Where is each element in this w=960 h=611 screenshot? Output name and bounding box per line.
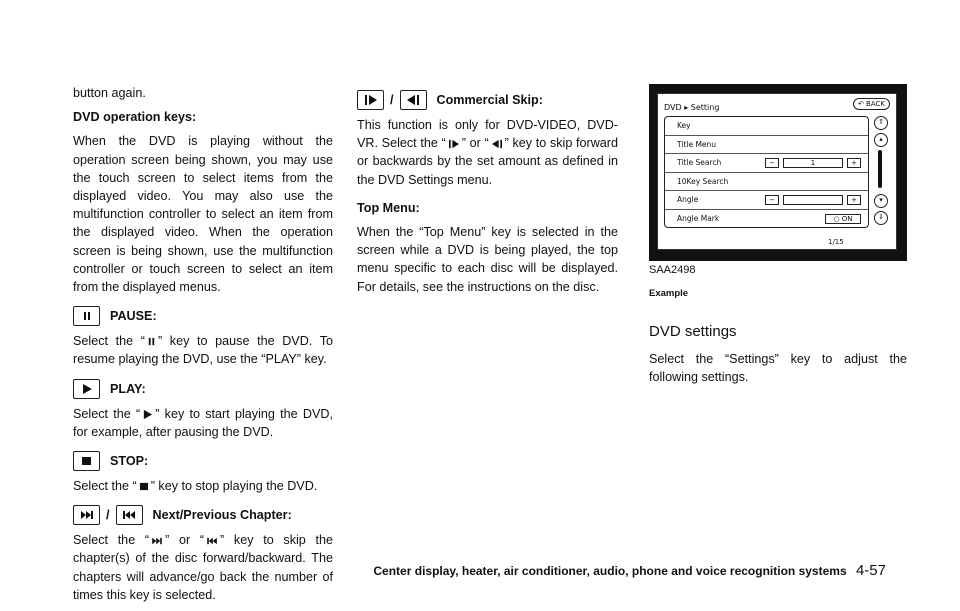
chapter-slash: /	[106, 508, 110, 523]
scrollbar[interactable]	[878, 150, 882, 188]
menu-row-title-search[interactable]	[665, 154, 868, 173]
skip-slash: /	[390, 92, 394, 107]
dvd-settings-text: Select the “Settings” key to adjust the following settings.	[649, 351, 907, 384]
play-title: PLAY:	[110, 381, 146, 396]
scroll-up-icon[interactable]: ▴	[874, 133, 888, 147]
plus-button[interactable]: +	[847, 158, 861, 168]
chapter-text-mid: ” or “	[165, 533, 205, 548]
chapter-text	[73, 531, 333, 604]
back-label: BACK	[866, 100, 885, 108]
skip-text-a: Select the “	[381, 136, 446, 151]
menu-row-key[interactable]	[665, 117, 868, 136]
stop-glyph-icon	[139, 482, 149, 491]
pause-text	[73, 332, 333, 368]
settings-menu	[664, 116, 869, 228]
next-chapter-glyph-icon	[151, 537, 163, 545]
dvd-settings-heading: DVD settings	[649, 323, 737, 341]
commercial-skip-title: Commercial Skip:	[436, 92, 543, 107]
angle-value	[783, 195, 843, 205]
next-chapter-key-icon	[73, 505, 100, 525]
skip-forward-glyph-icon	[448, 139, 460, 149]
menu-row-angle[interactable]	[665, 191, 868, 210]
pause-heading	[73, 306, 333, 326]
footer-section: Center display, heater, air conditioner, audio, phone and voice recognition systems	[373, 564, 847, 578]
play-heading	[73, 379, 333, 399]
settings-screen	[657, 93, 897, 250]
menu-row-10key-search[interactable]	[665, 173, 868, 192]
minus-button[interactable]: −	[765, 195, 779, 205]
top-menu-text: When the “Top Menu” key is selected in the screen while a DVD is being played, the top menu specific to each disc will be displayed. For details, see the instructions on the disc.	[357, 225, 618, 294]
scroll-top-icon[interactable]: ⇑	[874, 116, 888, 130]
commercial-skip-heading	[357, 90, 618, 110]
chapter-title: Next/Previous Chapter:	[152, 508, 292, 523]
pause-glyph-icon	[147, 337, 156, 346]
angle-mark-toggle[interactable]: ○ ON	[825, 214, 861, 224]
menu-label: Title Menu	[677, 139, 717, 149]
skip-back-key-icon	[400, 90, 427, 110]
pause-title: PAUSE:	[110, 309, 157, 324]
figure-code: SAA2498	[649, 264, 696, 276]
play-key-icon	[73, 379, 100, 399]
skip-text-mid: ” or “	[461, 136, 489, 151]
column-middle	[357, 84, 618, 302]
pause-key-icon	[73, 306, 100, 326]
play-text-b: ” key to start playing the DVD, for example, after pausing the DVD.	[73, 406, 333, 439]
minus-button[interactable]: −	[765, 158, 779, 168]
column-right	[649, 84, 907, 392]
skip-text-b: ” key to skip forward or backwards by the set amount as defined in the DVD Settings menu.	[357, 136, 618, 187]
skip-forward-key-icon	[357, 90, 384, 110]
chapter-text-a: Select the “	[73, 533, 150, 548]
side-controls	[872, 114, 888, 226]
plus-button[interactable]: +	[847, 195, 861, 205]
top-menu-heading: Top Menu:	[357, 200, 420, 215]
skip-back-glyph-icon	[491, 139, 503, 149]
previous-chapter-key-icon	[116, 505, 143, 525]
stop-heading	[73, 451, 333, 471]
previous-chapter-glyph-icon	[206, 537, 218, 545]
scroll-bottom-icon[interactable]: ⇓	[874, 211, 888, 225]
pause-text-a: Select the “	[73, 334, 145, 349]
scroll-down-icon[interactable]: ▾	[874, 194, 888, 208]
dvd-settings-figure	[649, 84, 907, 261]
dvd-keys-heading: DVD operation keys:	[73, 110, 197, 125]
figure-caption: Example	[649, 288, 689, 300]
menu-label: Title Search	[677, 158, 722, 168]
stop-title: STOP:	[110, 453, 149, 468]
dvd-keys-text: When the DVD is playing without the operation screen being shown, you may use the touch screen to select items from the displayed video. You may also use the multifunction controller to select an item from the displayed video. When the operation screen is being shown, use the multifunction controller or touch screen to select an item from the displayed menus.	[73, 134, 333, 295]
menu-label: 10Key Search	[677, 176, 729, 186]
page-footer	[373, 562, 886, 579]
page-number: 4-57	[855, 562, 886, 579]
chapter-text-b: ” key to skip the chapter(s) of the disc forward/backward. The chapters will advance/go back the number of times this key is selected.	[73, 533, 333, 602]
skip-text-1: This function is only for DVD-VIDEO, DVD-VR.	[357, 118, 618, 151]
stop-text-a: Select the “	[73, 479, 137, 494]
column-left	[73, 84, 333, 610]
chapter-heading	[73, 505, 333, 525]
screen-title: DVD ▸ Setting	[664, 103, 720, 112]
title-search-value: 1	[783, 158, 843, 168]
menu-label: Key	[677, 121, 691, 130]
back-button[interactable]: ↶ BACK	[853, 98, 890, 110]
toggle-label: ON	[841, 214, 853, 223]
commercial-skip-text	[357, 116, 618, 189]
intro-text: button again.	[73, 86, 146, 100]
play-glyph-icon	[142, 409, 153, 420]
menu-row-title-menu[interactable]	[665, 136, 868, 155]
pause-text-b: ” key to pause the DVD. To resume playing the DVD, use the “PLAY” key.	[73, 334, 333, 367]
play-text-a: Select the “	[73, 406, 141, 421]
stop-text	[73, 477, 333, 495]
menu-row-angle-mark[interactable]	[665, 210, 868, 229]
menu-label: Angle	[677, 195, 699, 205]
page-indicator: 1/15	[828, 238, 844, 246]
stop-key-icon	[73, 451, 100, 471]
stop-text-b: ” key to stop playing the DVD.	[150, 479, 318, 494]
menu-label: Angle Mark	[677, 213, 720, 223]
play-text	[73, 405, 333, 441]
